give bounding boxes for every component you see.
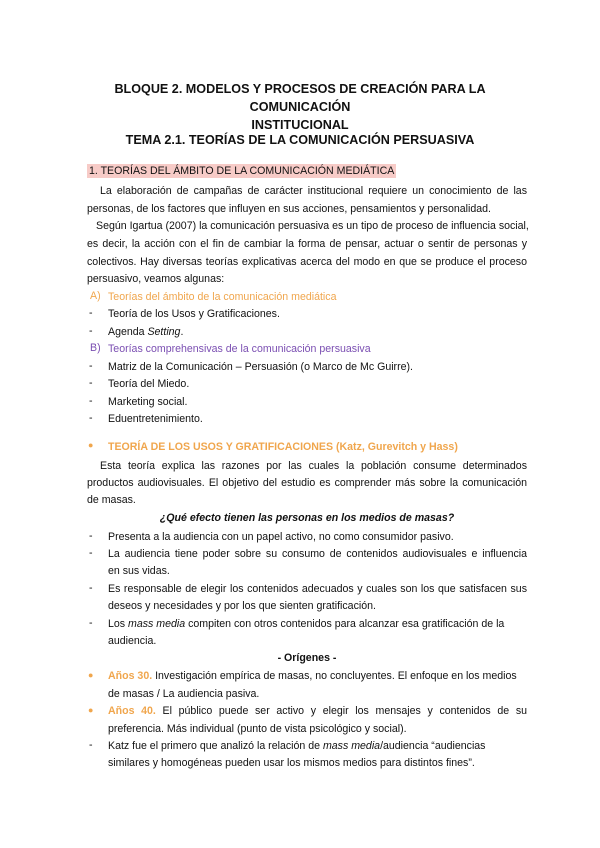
block-title-line2: INSTITUCIONAL bbox=[251, 118, 349, 132]
dash: - bbox=[89, 325, 93, 337]
agenda-setting-italic: Setting bbox=[147, 326, 181, 338]
effect-item-3-line2: deseos y necesidades y por los que sienten gratificación. bbox=[108, 600, 376, 612]
bullet-icon: ● bbox=[88, 670, 94, 680]
origin-1-line1 bbox=[108, 669, 527, 683]
agenda-text: Agenda bbox=[108, 326, 148, 338]
group-b-item-3: Marketing social. bbox=[108, 396, 188, 408]
p2-line2: es decir, la acción con el fin de cambiar la forma de pensar, actuar o sentir de personas y bbox=[87, 238, 527, 250]
effect-item-3-line1: Es responsable de elegir los contenidos adecuados y cuales son los que satisfacen sus bbox=[108, 583, 527, 595]
p1-line1: La elaboración de campañas de carácter institucional requiere un conocimiento de las bbox=[100, 185, 527, 197]
topic-title: TEMA 2.1. TEORÍAS DE LA COMUNICACIÓN PERSUASIVA bbox=[125, 133, 475, 147]
effect-item-4-line1 bbox=[108, 617, 527, 631]
group-b-item-2: Teoría del Miedo. bbox=[108, 378, 190, 390]
dash: - bbox=[89, 377, 93, 389]
origin-3-line1 bbox=[108, 739, 527, 753]
dash: - bbox=[89, 360, 93, 372]
section2-heading: TEORÍA DE LOS USOS Y GRATIFICACIONES (Katz, Gurevitch y Hass) bbox=[108, 441, 458, 453]
group-b-item-4: Eduentretenimiento. bbox=[108, 413, 203, 425]
effect-item-2-line2: en sus vidas. bbox=[108, 565, 170, 577]
dash: - bbox=[89, 617, 93, 629]
origins-title: - Orígenes - bbox=[277, 652, 337, 664]
agenda-end: . bbox=[180, 326, 184, 338]
dash: - bbox=[89, 739, 93, 751]
group-a-label: Teorías del ámbito de la comunicación mediática bbox=[108, 291, 337, 303]
p2-line3: colectivos. Hay diversas teorías explicativas acerca del modo en que se produce el proceso bbox=[87, 256, 527, 268]
bullet-icon: ● bbox=[88, 705, 94, 715]
dash: - bbox=[89, 530, 93, 542]
effect-item-1: Presenta a la audiencia con un papel activo, no como consumidor pasivo. bbox=[108, 531, 454, 543]
group-a-marker: A) bbox=[90, 290, 101, 302]
group-a-item-1: Teoría de los Usos y Gratificaciones. bbox=[108, 308, 280, 320]
origin-3-text-b: /audiencia “audiencias bbox=[380, 740, 486, 752]
effect-item-4-line2: audiencia. bbox=[108, 635, 157, 647]
section2-question: ¿Qué efecto tienen las personas en los medios de masas? bbox=[159, 512, 455, 524]
s2-p-line3: de masas. bbox=[87, 494, 136, 506]
dash: - bbox=[89, 412, 93, 424]
bullet-icon: ● bbox=[88, 440, 94, 450]
i4-text-a: Los bbox=[108, 618, 129, 630]
i4-mass-media-italic: mass media bbox=[128, 618, 186, 630]
origin-2-year: Años 40. bbox=[108, 705, 156, 717]
origin-1-text: Investigación empírica de masas, no concluyentes. El enfoque en los medios bbox=[152, 670, 517, 682]
origin-2-line1 bbox=[108, 704, 527, 718]
effect-item-2-line1: La audiencia tiene poder sobre su consumo de contenidos audiovisuales e influencia bbox=[108, 548, 527, 560]
dash: - bbox=[89, 307, 93, 319]
group-a-item-2 bbox=[108, 325, 527, 339]
i4-text-b: compiten con otros contenidos para alcanzar esa gratificación de la bbox=[185, 618, 505, 630]
origin-3-text-a: Katz fue el primero que analizó la relación de bbox=[108, 740, 323, 752]
origin-3-mass-media-italic: mass media bbox=[322, 740, 381, 752]
origin-1-year: Años 30. bbox=[108, 670, 153, 682]
group-b-marker: B) bbox=[90, 342, 101, 354]
section1-heading: 1. TEORÍAS DEL ÁMBITO DE LA COMUNICACIÓN MEDIÁTICA bbox=[89, 165, 395, 177]
origin-1-line2: de masas / La audiencia pasiva. bbox=[108, 688, 260, 700]
block-title-line1: BLOQUE 2. MODELOS Y PROCESOS DE CREACIÓN PARA LA COMUNICACIÓN bbox=[114, 82, 486, 114]
s2-p-line1: Esta teoría explica las razones por las cuales la población consume determinados bbox=[100, 460, 527, 472]
p2-line4: persuasivo, veamos algunas: bbox=[87, 273, 225, 285]
dash: - bbox=[89, 395, 93, 407]
s2-p-line2: productos audiovisuales. El objetivo del estudio es comprender más sobre la comunicación bbox=[87, 477, 527, 489]
group-b-label: Teorías comprehensivas de la comunicación persuasiva bbox=[108, 343, 371, 355]
origin-3-line2: similares y homogéneas pueden usar los mismos medios para distintos fines”. bbox=[108, 757, 475, 769]
origin-2-text: El público puede ser activo y elegir los mensajes y contenidos de su bbox=[155, 705, 528, 717]
section1-heading-wrap bbox=[87, 164, 527, 178]
dash: - bbox=[89, 582, 93, 594]
dash: - bbox=[89, 547, 93, 559]
group-b-item-1: Matriz de la Comunicación – Persuasión (o Marco de Mc Guirre). bbox=[108, 361, 413, 373]
origin-2-line2: preferencia. Más individual (punto de vista psicológico y social). bbox=[108, 723, 407, 735]
p2-line1: Según Igartua (2007) la comunicación persuasiva es un tipo de proceso de influencia social, bbox=[96, 220, 529, 232]
p1-line2: personas, de los factores que influyen en sus acciones, pensamientos y personalidad. bbox=[87, 203, 491, 215]
block-title bbox=[70, 80, 530, 134]
